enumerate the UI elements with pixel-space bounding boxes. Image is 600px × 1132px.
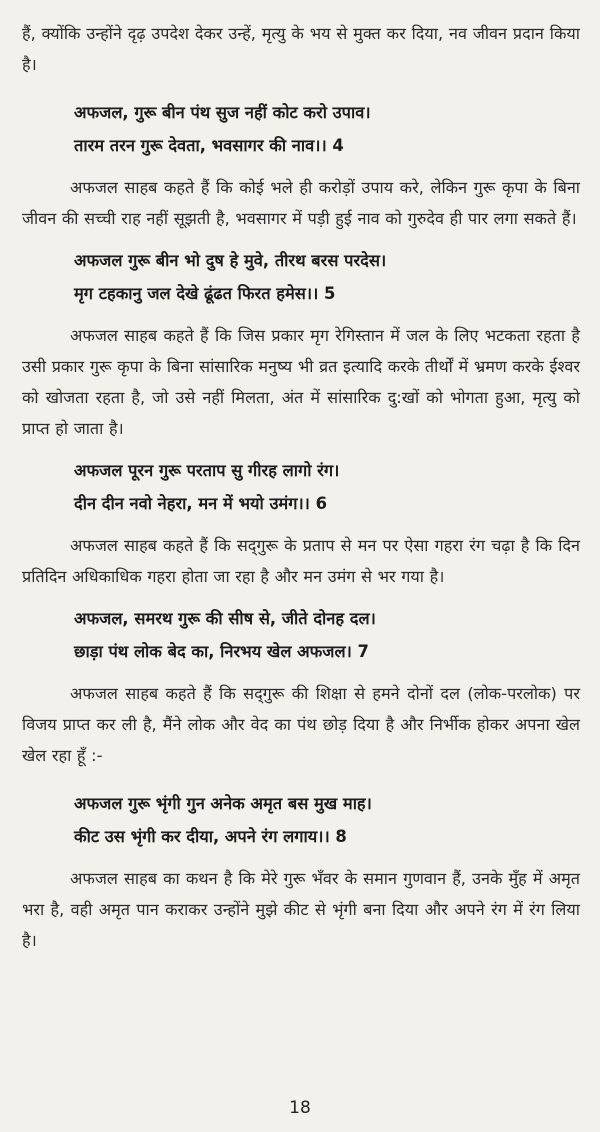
paragraph-explanation-7: अफजल साहब कहते हैं कि सद्‌गुरू की शिक्षा से हमने दोनों दल (लोक-परलोक) पर विजय प्राप्त कर ली है, मैंने लोक और वेद का पंथ छोड़ दिया है और निर्भीक होकर अपना खेल खेल रहा हूँ :- — [22, 684, 580, 765]
verse-line: अफजल, समरथ गुरू की सीष से, जीते दोनह दल। — [74, 609, 376, 628]
paragraph-intro: हैं, क्योंकि उन्होंने दृढ़ उपदेश देकर उन्हें, मृत्यु के भय से मुक्त कर दिया, नव जीवन प्रदान किया है। — [22, 24, 580, 74]
verse-line: अफजल गुरू भृंगी गुन अनेक अमृत बस मुख माह। — [74, 794, 372, 813]
verse-line: तारम तरन गुरू देवता, भवसागर की नाव।। 4 — [74, 136, 344, 155]
page-number: 18 — [289, 1098, 311, 1118]
verse-line: मृग टहकानु जल देखे ढूंढत फिरत हमेस।। 5 — [74, 284, 336, 303]
verse-line: अफजल गुरू बीन भो दुष हे मुवे, तीरथ बरस परदेस। — [74, 251, 387, 270]
verse-line: अफजल पूरन गुरू परताप सु गीरह लागो रंग। — [74, 461, 340, 480]
verse-5 — [22, 244, 580, 310]
paragraph-explanation-4: अफजल साहब कहते हैं कि कोई भले ही करोड़ों उपाय करे, लेकिन गुरू कृपा के बिना जीवन की सच्ची राह नहीं सूझती है, भवसागर में पड़ी हुई नाव को गुरुदेव ही पार लगा सकते हैं। — [22, 178, 580, 228]
verse-8 — [22, 787, 580, 853]
verse-line: अफजल, गुरू बीन पंथ सुज नहीं कोट करो उपाव। — [74, 103, 371, 122]
paragraph-explanation-8: अफजल साहब का कथन है कि मेरे गुरू भँवर के समान गुणवान हैं, उनके मुँह में अमृत भरा है, वही अमृत पान कराकर उन्होंने मुझे कीट से भृंगी बना दिया और अपने रंग में रंग लिया है। — [22, 869, 580, 950]
verse-line: छाड़ा पंथ लोक बेद का, निरभय खेल अफजल। 7 — [74, 642, 369, 661]
verse-7 — [22, 602, 580, 668]
verse-line: दीन दीन नवो नेहरा, मन में भयो उमंग।। 6 — [74, 494, 327, 513]
paragraph-explanation-5: अफजल साहब कहते हैं कि जिस प्रकार मृग रेगिस्तान में जल के लिए भटकता रहता है उसी प्रकार गुरू कृपा के बिना सांसारिक मनुष्य भी व्रत इत्यादि करके तीर्थों में भ्रमण करके ईश्वर को खोजता रहता है, जो उसे नहीं मिलता, अंत में सांसारिक दु:खों को भोगता हुआ, मृत्यु को प्राप्त हो जाता है। — [22, 326, 580, 438]
paragraph-explanation-6: अफजल साहब कहते हैं कि सद्‌गुरू के प्रताप से मन पर ऐसा गहरा रंग चढ़ा है कि दिन प्रतिदिन अधिकाधिक गहरा होता जा रहा है और मन उमंग से भर गया है। — [22, 536, 580, 586]
verse-line: कीट उस भृंगी कर दीया, अपने रंग लगाय।। 8 — [74, 827, 347, 846]
verse-6 — [22, 454, 580, 520]
verse-4 — [22, 96, 580, 162]
